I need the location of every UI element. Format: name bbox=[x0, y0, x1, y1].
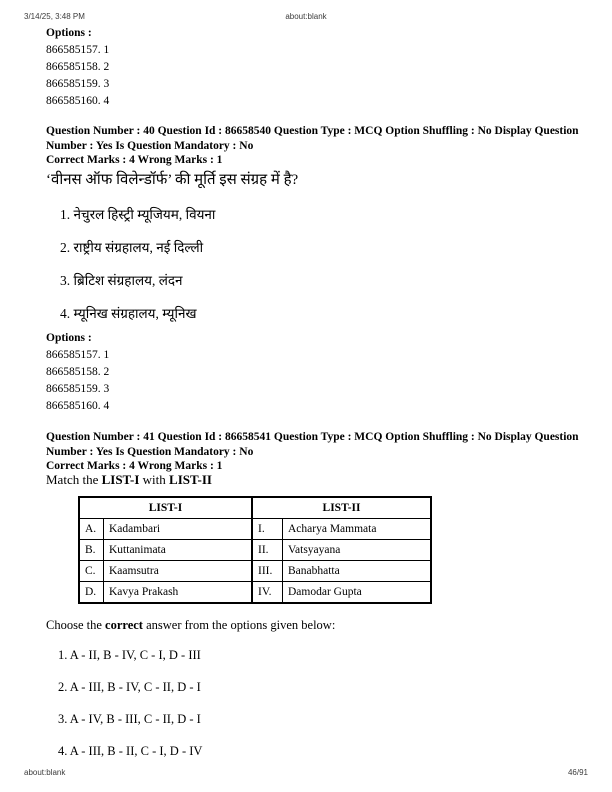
question-41-choices bbox=[58, 648, 202, 776]
list2-value: Banabhatta bbox=[283, 561, 432, 582]
question-41-meta-line2: Number : Yes Is Question Mandatory : No bbox=[46, 445, 254, 458]
options-block-top bbox=[46, 25, 109, 110]
list1-label: LIST-I bbox=[101, 472, 140, 487]
table-row bbox=[79, 582, 431, 604]
list2-label: LIST-II bbox=[169, 472, 212, 487]
table-row bbox=[79, 519, 431, 540]
choose-bold: correct bbox=[105, 618, 143, 632]
question-41-meta bbox=[46, 430, 598, 459]
list1-key: A. bbox=[79, 519, 104, 540]
option-id-line: 866585160. 4 bbox=[46, 95, 110, 107]
choice-item: 2. राष्ट्रीय संग्रहालय, नई दिल्ली bbox=[60, 240, 204, 255]
options-label: Options : bbox=[46, 27, 92, 39]
match-table bbox=[78, 496, 432, 604]
question-40-text: ‘वीनस ऑफ विलेन्डॉर्फ’ की मूर्ति इस संग्रह में है? bbox=[46, 172, 299, 188]
choice-item: 4. म्यूनिख संग्रहालय, म्यूनिख bbox=[60, 306, 197, 321]
list1-key: C. bbox=[79, 561, 104, 582]
list2-key: I. bbox=[252, 519, 283, 540]
list2-key: III. bbox=[252, 561, 283, 582]
choice-item: 1. A - II, B - IV, C - I, D - III bbox=[58, 648, 201, 662]
question-40-meta-line1: Question Number : 40 Question Id : 86658540 Question Type : MCQ Option Shuffling : No Display Question bbox=[46, 125, 579, 137]
list1-value: Kaamsutra bbox=[104, 561, 253, 582]
option-id-line: 866585158. 2 bbox=[46, 61, 110, 73]
match-middle: with bbox=[139, 472, 170, 487]
choice-item: 3. ब्रिटिश संग्रहालय, लंदन bbox=[60, 273, 183, 288]
list2-value: Acharya Mammata bbox=[283, 519, 432, 540]
option-id-line: 866585157. 1 bbox=[46, 44, 110, 56]
choose-instruction bbox=[46, 618, 335, 633]
choose-suffix: answer from the options given below: bbox=[142, 618, 336, 632]
choice-item: 3. A - IV, B - III, C - II, D - I bbox=[58, 712, 201, 726]
option-id-line: 866585159. 3 bbox=[46, 78, 110, 90]
table-row bbox=[79, 561, 431, 582]
list1-value: Kavya Prakash bbox=[104, 582, 253, 604]
question-40-marks: Correct Marks : 4 Wrong Marks : 1 bbox=[46, 154, 223, 166]
list1-key: B. bbox=[79, 540, 104, 561]
options-block-q40 bbox=[46, 330, 109, 415]
option-id-line: 866585158. 2 bbox=[46, 366, 110, 378]
table-header-list1: LIST-I bbox=[79, 497, 252, 519]
question-40-meta-line2: Number : Yes Is Question Mandatory : No bbox=[46, 139, 254, 152]
question-41-marks: Correct Marks : 4 Wrong Marks : 1 bbox=[46, 460, 223, 472]
list2-value: Damodar Gupta bbox=[283, 582, 432, 604]
choose-prefix: Choose the bbox=[46, 618, 106, 632]
table-header-list2: LIST-II bbox=[252, 497, 431, 519]
question-41-meta-line1: Question Number : 41 Question Id : 86658541 Question Type : MCQ Option Shuffling : No Display Question bbox=[46, 431, 579, 443]
question-40-choices bbox=[60, 205, 215, 337]
list2-value: Vatsyayana bbox=[283, 540, 432, 561]
question-41-text bbox=[46, 472, 212, 488]
choice-item: 1. नेचुरल हिस्ट्री म्यूजियम, वियना bbox=[60, 207, 216, 222]
list2-key: II. bbox=[252, 540, 283, 561]
list1-value: Kuttanimata bbox=[104, 540, 253, 561]
print-header-title: about:blank bbox=[285, 12, 327, 21]
match-prefix: Match the bbox=[46, 472, 102, 487]
option-id-line: 866585157. 1 bbox=[46, 349, 110, 361]
choice-item: 4. A - III, B - II, C - I, D - IV bbox=[58, 744, 203, 758]
option-id-line: 866585159. 3 bbox=[46, 383, 110, 395]
print-header-datetime: 3/14/25, 3:48 PM bbox=[24, 12, 85, 21]
question-40-meta bbox=[46, 124, 598, 153]
options-label: Options : bbox=[46, 332, 92, 344]
choice-item: 2. A - III, B - IV, C - II, D - I bbox=[58, 680, 201, 694]
table-header-row bbox=[79, 497, 431, 519]
list1-key: D. bbox=[79, 582, 104, 604]
print-footer-url: about:blank bbox=[24, 768, 66, 777]
list2-key: IV. bbox=[252, 582, 283, 604]
option-id-line: 866585160. 4 bbox=[46, 400, 110, 412]
list1-value: Kadambari bbox=[104, 519, 253, 540]
table-row bbox=[79, 540, 431, 561]
print-footer-page-number: 46/91 bbox=[567, 768, 588, 777]
